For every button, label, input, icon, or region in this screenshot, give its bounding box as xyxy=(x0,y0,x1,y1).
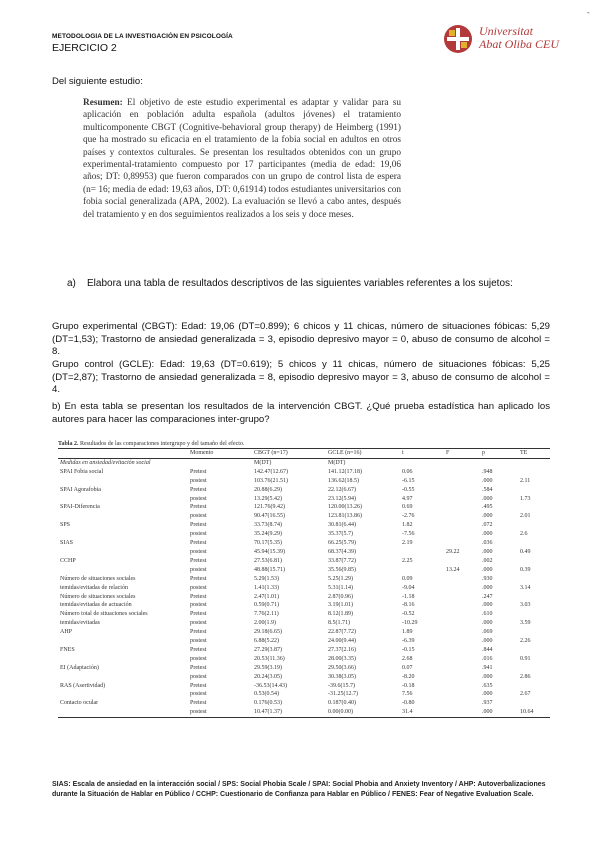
table-cell: postest xyxy=(190,602,207,609)
table-cell: -0.80 xyxy=(402,700,415,707)
table-cell: .930 xyxy=(482,575,493,582)
table-cell: 2.67 xyxy=(520,691,531,698)
table-cell xyxy=(518,628,550,637)
table-cell: -7.56 xyxy=(402,531,415,538)
table-cell xyxy=(444,601,480,610)
table-row xyxy=(58,468,550,477)
table-cell: postest xyxy=(190,584,207,591)
table-cell: .069 xyxy=(482,629,493,636)
table-cell: 1.82 xyxy=(402,522,413,529)
table-cell: postest xyxy=(190,513,207,520)
table-cell: Pretest xyxy=(190,593,207,600)
table-cell: postest xyxy=(190,655,207,662)
table-cell: SIAS xyxy=(60,540,74,547)
table-cell: .584 xyxy=(482,486,493,493)
table-cell: 35.24(9.29) xyxy=(254,531,282,538)
table-cell: 20.88(6.29) xyxy=(254,486,282,493)
table-cell: 20.53(11.36) xyxy=(254,655,285,662)
table-cell: -0.52 xyxy=(402,611,415,618)
page-mark: - xyxy=(587,8,590,17)
table-cell: 29.18(6.65) xyxy=(254,629,282,636)
table-cell: 2.11 xyxy=(520,477,531,484)
table-cell: postest xyxy=(190,566,207,573)
table-cell xyxy=(444,530,480,539)
table-row xyxy=(58,503,550,512)
table-cell: .000 xyxy=(482,566,493,573)
table-cell xyxy=(58,566,188,575)
table-cell xyxy=(518,664,550,673)
table-cell: 2.26 xyxy=(520,638,531,645)
table-cell: Pretest xyxy=(190,700,207,707)
table-cell: 45.94(15.39) xyxy=(254,548,285,555)
table-cell: CCHP xyxy=(60,557,76,564)
table-cell: Pretest xyxy=(190,486,207,493)
table-cell: Número total de situaciones sociales xyxy=(60,611,148,618)
table-cell xyxy=(444,664,480,673)
table-cell: 121.76(9.42) xyxy=(254,504,285,511)
table-cell: 24.00(9.44) xyxy=(328,638,356,645)
table-cell: 2.86 xyxy=(520,673,531,680)
table-cell: Pretest xyxy=(190,575,207,582)
table-cell: 4.97 xyxy=(402,495,413,502)
table-cell: Pretest xyxy=(190,504,207,511)
table-cell: -39.6(15.7) xyxy=(328,682,355,689)
table-cell: 7.56 xyxy=(402,691,413,698)
table-cell: 29.59(3.19) xyxy=(254,664,282,671)
table-cell: .948 xyxy=(482,468,493,475)
table-cell: 68.37(4.39) xyxy=(328,548,356,555)
table-cell: postest xyxy=(190,638,207,645)
table-row xyxy=(58,682,550,691)
abstract-block xyxy=(83,97,401,221)
table-cell: 8.12(1.89) xyxy=(328,611,353,618)
table-cell xyxy=(518,521,550,530)
abstract-text: El objetivo de este estudio experimental es adaptar y validar para su aplicación en población adulta española (adultos jóvenes) el tratamiento multicomponente CBGT (Cognitive-behavioral group therapy) de Heimberg (1991) que ha mostrado su eficacia en el tratamiento de la fobia social en adultos en otros países y contextos culturales. Se presentan los resultados obtenidos con un grupo experimental-tratamiento compuesto por 17 participantes (media de edad: 19,06 años; DT: 0,89953) que fueron comparados con un grupo de control lista de espera (n= 16; media de edad: 19,63 años, DT: 0,61914) todos estudiantes universitarios con fobia social generalizada (APA, 2002). La evaluación se llevó a cabo antes, después del tratamiento y en dos seguimientos realizados a los seis y doce meses. xyxy=(83,98,402,220)
table-cell xyxy=(518,699,550,708)
table-row xyxy=(58,575,550,584)
table-cell: 90.47(16.55) xyxy=(254,513,285,520)
table-cell: 0.49 xyxy=(520,548,531,555)
table-cell xyxy=(444,557,480,566)
table-cell xyxy=(444,477,480,486)
table-cell: .072 xyxy=(482,522,493,529)
table-header-row: Momento CBGT (n=17) GCLE (n=16) t F p TE xyxy=(58,449,550,458)
table-cell: Pretest xyxy=(190,522,207,529)
table-cell: 2.01 xyxy=(520,513,531,520)
table-cell xyxy=(444,637,480,646)
table-cell: .000 xyxy=(480,708,518,717)
exercise-title: EJERCICIO 2 xyxy=(52,42,117,54)
table-cell xyxy=(444,699,480,708)
table-cell: 23.12(5.94) xyxy=(328,495,356,502)
table-cell xyxy=(58,690,188,699)
table-row xyxy=(58,610,550,619)
table-cell xyxy=(444,575,480,584)
table-cell: 2.68 xyxy=(402,655,413,662)
table-cell: SPAI Agorafobia xyxy=(60,486,101,493)
table-subheader-row: Medidas en ansiedad/evitación social M(DT) M(DT) xyxy=(60,459,346,466)
table-cell: 13.29(5.42) xyxy=(254,495,282,502)
table-row xyxy=(58,495,550,504)
table-row xyxy=(58,557,550,566)
table-cell: 0.91 xyxy=(520,655,531,662)
table-cell: 29.22 xyxy=(446,548,460,555)
table-cell: .036 xyxy=(482,540,493,547)
table-cell: 1.89 xyxy=(402,629,413,636)
table-cell: 0.69 xyxy=(402,504,413,511)
table-cell xyxy=(58,512,188,521)
table-cell xyxy=(518,575,550,584)
table-cell: 35.37(5.7) xyxy=(328,531,353,538)
table-cell: 0.176(0.53) xyxy=(254,700,282,707)
table-cell xyxy=(518,486,550,495)
table-cell xyxy=(518,610,550,619)
table-cell: 2.87(0.96) xyxy=(328,593,353,600)
table-cell: AHP xyxy=(60,629,73,636)
table-cell xyxy=(58,495,188,504)
table-row xyxy=(58,673,550,682)
table-cell: -6.15 xyxy=(402,477,415,484)
table-row xyxy=(58,619,550,628)
university-name: Universitat Abat Oliba CEU xyxy=(479,24,559,51)
table-cell: 29.50(3.66) xyxy=(328,664,356,671)
table-cell: 10.64 xyxy=(518,708,550,717)
table-cell: .016 xyxy=(482,655,493,662)
table-row xyxy=(58,708,550,717)
table-cell xyxy=(58,655,188,664)
table-cell: postest xyxy=(190,495,207,502)
table-cell: 5.31(1.14) xyxy=(328,584,353,591)
table-cell xyxy=(444,521,480,530)
table-cell: temidas/evitadas de actuación xyxy=(60,602,132,609)
table-cell: 3.19(1.01) xyxy=(328,602,353,609)
table-cell: Pretest xyxy=(190,682,207,689)
table-cell: .000 xyxy=(482,602,493,609)
table-row xyxy=(58,530,550,539)
table-cell: 0.39 xyxy=(520,566,531,573)
table-cell: postest xyxy=(190,691,207,698)
table-cell xyxy=(400,548,444,557)
table-cell: 22.87(7.72) xyxy=(328,629,356,636)
table-cell: SPAI Fobia social xyxy=(60,468,104,475)
table-cell: Contacto ocular xyxy=(60,700,99,707)
table-cell xyxy=(518,557,550,566)
table-cell: .937 xyxy=(482,700,493,707)
table-cell: 3.14 xyxy=(520,584,531,591)
table-cell xyxy=(444,673,480,682)
table-cell: RAS (Asertividad) xyxy=(60,682,106,689)
table-row xyxy=(58,539,550,548)
table-cell: 20.24(3.05) xyxy=(254,673,282,680)
table-cell: 28.00(3.35) xyxy=(328,655,356,662)
table-cell: 123.81(13.86) xyxy=(328,513,362,520)
table-cell: 141.12(17.18) xyxy=(328,468,362,475)
table-row xyxy=(58,486,550,495)
table-cell: 30.38(3.05) xyxy=(328,673,356,680)
table-cell: 3.59 xyxy=(520,620,531,627)
table-row xyxy=(58,477,550,486)
table-row xyxy=(58,548,550,557)
table-cell: 8.5(1.71) xyxy=(328,620,350,627)
table-cell: .000 xyxy=(482,513,493,520)
table-cell: 0.59(0.71) xyxy=(254,602,279,609)
table-cell: .002 xyxy=(482,557,493,564)
table-cell: Número de situaciones sociales xyxy=(60,575,136,582)
table-cell: Pretest xyxy=(190,664,207,671)
table-cell: -8.16 xyxy=(402,602,415,609)
table-cell xyxy=(444,682,480,691)
table-cell: EI (Adaptación) xyxy=(60,664,99,671)
table-cell: -31.25(12.7) xyxy=(328,691,358,698)
table-cell: 0.53(0.54) xyxy=(254,691,279,698)
table-cell xyxy=(518,539,550,548)
table-cell xyxy=(444,628,480,637)
table-row xyxy=(58,699,550,708)
table-cell: 22.12(6.67) xyxy=(328,486,356,493)
table-cell: temidas/evitadas xyxy=(60,620,100,627)
table-cell xyxy=(444,593,480,602)
table-cell xyxy=(58,477,188,486)
table-cell: -10.29 xyxy=(402,620,418,627)
table-cell: 27.29(3.87) xyxy=(254,646,282,653)
table-cell: postest xyxy=(190,673,207,680)
table-cell xyxy=(58,548,188,557)
table-cell: 6.88(5.22) xyxy=(254,638,279,645)
table-cell xyxy=(444,619,480,628)
table-cell: -0.15 xyxy=(402,646,415,653)
table-cell: postest xyxy=(190,548,207,555)
table-cell: -0.18 xyxy=(402,682,415,689)
table-cell xyxy=(58,708,188,717)
question-a-text: Elabora una tabla de resultados descriptivos de las siguientes variables referentes a los sujetos: xyxy=(87,278,513,289)
table-cell: 35.56(9.85) xyxy=(328,566,356,573)
table-cell: .495 xyxy=(482,504,493,511)
table-cell: 5.25(1.29) xyxy=(328,575,353,582)
table-cell: 27.37(2.16) xyxy=(328,646,356,653)
table-cell xyxy=(444,655,480,664)
paragraph-experimental-group: Grupo experimental (CBGT): Edad: 19,06 (DT=0.899); 6 chicos y 11 chicas, número de situaciones fóbicas: 5,29 (DT=1,53); Trastorno de ansiedad generalizada = 3, episodio depresivo mayor = 0, abuso de consumo de alcohol = 8. xyxy=(52,321,550,358)
table-cell xyxy=(58,637,188,646)
course-title: METODOLOGIA DE LA INVESTIGACIÓN EN PSICOLOGÍA xyxy=(52,33,233,40)
table-cell: -2.76 xyxy=(402,513,415,520)
question-a xyxy=(67,278,547,291)
table-cell: Pretest xyxy=(190,611,207,618)
table-cell: 2.25 xyxy=(402,557,413,564)
table-cell xyxy=(444,495,480,504)
table-cell: .941 xyxy=(482,664,493,671)
table-cell: Pretest xyxy=(190,468,207,475)
question-a-label: a) xyxy=(67,278,76,289)
table-cell: 0.187(0.40) xyxy=(328,700,356,707)
table-cell: .610 xyxy=(482,611,493,618)
results-table xyxy=(58,449,550,718)
document-header xyxy=(52,33,233,54)
table-cell: 66.25(5.79) xyxy=(328,540,356,547)
table-cell: -9.04 xyxy=(402,584,415,591)
table-cell: postest xyxy=(188,708,252,717)
table-cell: 136.62(18.5) xyxy=(328,477,359,484)
question-b: b) En esta tabla se presentan los resultados de la intervención CBGT. ¿Qué prueba estadística han aplicado los autores para hacer las comparaciones inter-grupo? xyxy=(52,401,550,425)
table-cell: postest xyxy=(190,620,207,627)
table-cell: .000 xyxy=(482,495,493,502)
table-row xyxy=(58,593,550,602)
table-row xyxy=(58,601,550,610)
table-cell: 33.73(8.74) xyxy=(254,522,282,529)
table-cell xyxy=(518,593,550,602)
table-cell xyxy=(400,566,444,575)
table-cell: 120.00(13.26) xyxy=(328,504,362,511)
table-cell: -6.39 xyxy=(402,638,415,645)
table-cell: temidas/evitadas de relación xyxy=(60,584,128,591)
table-cell xyxy=(444,539,480,548)
table-cell: 0.00(0.00) xyxy=(326,708,400,717)
table-cell xyxy=(58,673,188,682)
table-cell: 3.03 xyxy=(520,602,531,609)
table-cell: 30.81(6.44) xyxy=(328,522,356,529)
table-row xyxy=(58,628,550,637)
table-cell xyxy=(444,646,480,655)
table-cell xyxy=(444,708,480,717)
table-cell xyxy=(444,486,480,495)
table-footnote: SIAS: Escala de ansiedad en la interacción social / SPS: Social Phobia Scale / SPAI: Social Phobia and Anxiety Inventory / AHP: Autoverbalizaciones durante la Situación de Hablar en Público / CCHP: Cuestionario de Confianza para Hablar en Público / FENES: Fear of Negative Evaluation Scale. xyxy=(52,781,546,798)
table-cell: 10.47(1.37) xyxy=(252,708,326,717)
table-cell xyxy=(518,682,550,691)
table-cell: .000 xyxy=(482,620,493,627)
table-cell xyxy=(518,646,550,655)
abstract-label: Resumen: xyxy=(83,98,123,108)
table-cell xyxy=(444,584,480,593)
table-cell xyxy=(518,503,550,512)
table-cell: .844 xyxy=(482,646,493,653)
table-cell: 0.07 xyxy=(402,664,413,671)
table-cell: .000 xyxy=(482,531,493,538)
table-cell: SPAI-Diferencia xyxy=(60,504,100,511)
table-cell xyxy=(444,503,480,512)
table-cell: -1.18 xyxy=(402,593,415,600)
table-cell: 7.76(2.11) xyxy=(254,611,279,618)
table-cell xyxy=(444,610,480,619)
table-cell: Pretest xyxy=(190,646,207,653)
table-cell: 48.88(15.71) xyxy=(254,566,285,573)
table-row xyxy=(58,566,550,575)
table-cell: -36.53(14.43) xyxy=(254,682,287,689)
table-row xyxy=(58,637,550,646)
table-cell: Pretest xyxy=(190,557,207,564)
table-row xyxy=(58,690,550,699)
table-cell xyxy=(518,468,550,477)
table-cell: .247 xyxy=(482,593,493,600)
university-logo xyxy=(443,24,583,58)
table-cell: 0.06 xyxy=(402,468,413,475)
table-cell: Pretest xyxy=(190,540,207,547)
table-row xyxy=(58,646,550,655)
university-crest-icon xyxy=(443,24,473,54)
table-cell: 142.47(12.67) xyxy=(254,468,288,475)
results-table-block xyxy=(58,441,550,718)
table-cell: 1.73 xyxy=(520,495,531,502)
table-row xyxy=(58,512,550,521)
table-caption: Tabla 2. Resultados de las comparaciones intergrupo y del tamaño del efecto. xyxy=(58,441,550,449)
paragraph-control-group: Grupo control (GCLE): Edad: 19,63 (DT=0.619); 5 chicos y 11 chicas, número de situaciones fóbicas: 5,25 (DT=2,87); Trastorno de ansiedad generalizada = 8, episodio depresivo mayor = 3, abuso de consumo de alcohol = 4. xyxy=(52,359,550,396)
table-cell: .000 xyxy=(482,548,493,555)
table-cell: -0.55 xyxy=(402,486,415,493)
table-cell: 1.41(1.33) xyxy=(254,584,279,591)
table-cell xyxy=(58,530,188,539)
table-body xyxy=(58,458,550,717)
table-cell: 33.87(7.72) xyxy=(328,557,356,564)
table-cell: 2.00(1.9) xyxy=(254,620,276,627)
table-cell: 27.53(6.81) xyxy=(254,557,282,564)
table-cell: .635 xyxy=(482,682,493,689)
table-cell: 2.6 xyxy=(520,531,528,538)
table-cell: FNES xyxy=(60,646,75,653)
table-row xyxy=(58,655,550,664)
table-cell: postest xyxy=(190,477,207,484)
table-cell xyxy=(444,512,480,521)
table-cell: .000 xyxy=(482,691,493,698)
table-cell: 5.29(1.53) xyxy=(254,575,279,582)
table-cell: Número de situaciones sociales xyxy=(60,593,136,600)
table-cell: 103.76(21.51) xyxy=(254,477,288,484)
table-cell: .000 xyxy=(482,673,493,680)
table-cell: 2.19 xyxy=(402,540,413,547)
table-cell: 13.24 xyxy=(446,566,460,573)
table-cell xyxy=(444,690,480,699)
table-row xyxy=(58,584,550,593)
table-cell: 2.47(1.01) xyxy=(254,593,279,600)
table-cell: postest xyxy=(190,531,207,538)
table-cell: .000 xyxy=(482,584,493,591)
table-row xyxy=(58,521,550,530)
table-row xyxy=(58,664,550,673)
table-cell: SPS xyxy=(60,522,71,529)
table-cell: 70.17(5.35) xyxy=(254,540,282,547)
table-cell: -8.20 xyxy=(402,673,415,680)
table-cell: 0.09 xyxy=(402,575,413,582)
table-cell: .000 xyxy=(482,477,493,484)
table-cell: 31.4 xyxy=(400,708,444,717)
intro-text: Del siguiente estudio: xyxy=(52,76,143,87)
table-cell: .000 xyxy=(482,638,493,645)
table-cell: Pretest xyxy=(190,629,207,636)
table-cell xyxy=(444,468,480,477)
